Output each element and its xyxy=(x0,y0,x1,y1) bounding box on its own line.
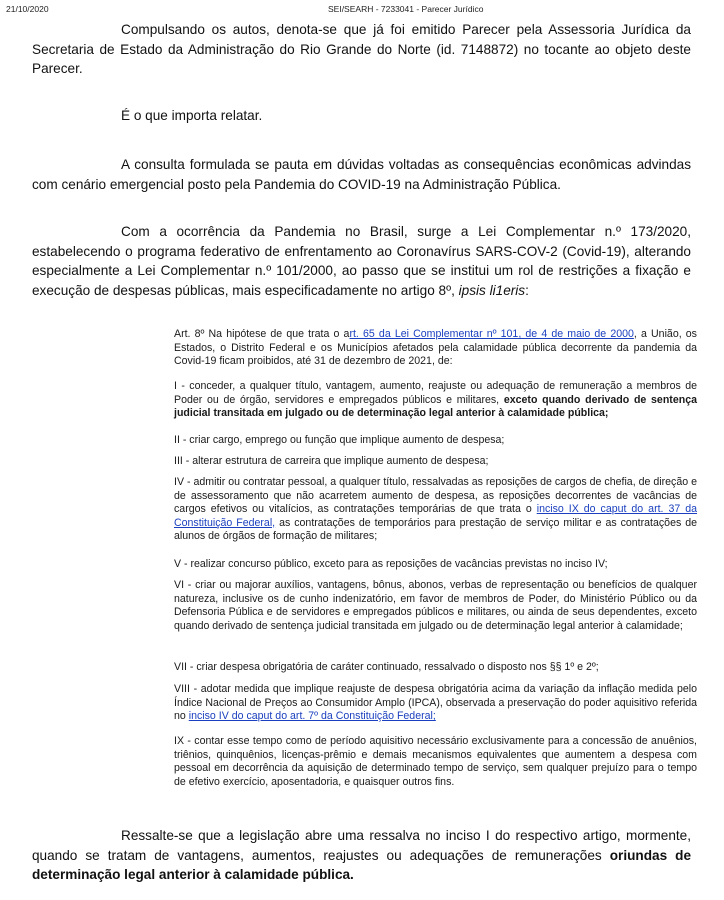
citation-inciso-ix: IX - contar esse tempo como de período aquisitivo necessário exclusivamente para a concessão de anuênios, triênios, quinquênios, licenças-prêmio e demais mecanismos equivalentes que aumentem a despesa com pessoal em decorrência da aquisição de determinado tempo de serviço, sem qualquer prejuízo para o tempo de efetivo exercício, aposentadoria, e quaisquer outros fins. xyxy=(174,735,697,788)
header-title: SEI/SEARH - 7233041 - Parecer Jurídico xyxy=(328,4,484,14)
lei-complementar-text: Com a ocorrência da Pandemia no Brasil, surge a Lei Complementar n.º 173/2020, estabelecendo o programa federativo de enfrentamento ao Coronavírus SARS-COV-2 (Covid-19), alterando especialmente a Lei Complementar n.º 101/2000, ao passo que se institui um rol de restrições a fixação e execução de despesas públicas, mais especificadamente no artigo 8º, xyxy=(32,224,691,298)
citation-inciso-ii: II - criar cargo, emprego ou função que implique aumento de despesa; xyxy=(174,434,505,446)
citation-art-8 xyxy=(174,328,697,369)
inciso-viii-text: VIII - adotar medida que implique reajuste de despesa obrigatória acima da variação da inflação medida pelo Índice Nacional de Preços ao Consumidor Amplo (IPCA), observada a preservação do poder aquisitivo referida no xyxy=(174,683,697,723)
paragraph-ressalva xyxy=(32,826,691,885)
inciso-i-text: I - conceder, a qualquer título, vantagem, aumento, reajuste ou adequação de remuneração a membros de Poder ou de órgão, servidores e empregados públicos e militares, xyxy=(174,380,697,406)
ipsis-litteris-text: ipsis li1eris xyxy=(458,282,526,298)
lei-complementar-end: : xyxy=(525,282,529,298)
link-inciso-ix-art-37[interactable]: inciso IX do caput do art. 37 da Constituição Federal, xyxy=(174,503,697,529)
inciso-iv-text-b: as contratações de temporários para prestação de serviço militar e as contratações de alunos de órgãos de formação de militares; xyxy=(174,516,697,543)
ressalva-text: Ressalte-se que a legislação abre uma ressalva no inciso I do respectivo artigo, mormente, quando se tratam de vantagens, aumentos, reajustes ou adequações de remunerações xyxy=(32,828,691,863)
citation-inciso-iv xyxy=(174,476,697,544)
citation-inciso-viii xyxy=(174,683,697,724)
paragraph-parecer-anterior: Compulsando os autos, denota-se que já foi emitido Parecer pela Assessoria Jurídica da Secretaria de Estado da Administração do Rio Grande do Norte (id. 7148872) no tocante ao objeto deste Parecer. xyxy=(32,22,691,76)
inciso-i-bold: exceto quando derivado de sentença judicial transitada em julgado ou de determinação legal anterior à calamidade pública; xyxy=(174,393,697,420)
citation-inciso-iii: III - alterar estrutura de carreira que implique aumento de despesa; xyxy=(174,455,489,467)
citation-inciso-vii: VII - criar despesa obrigatória de caráter continuado, ressalvado o disposto nos §§ 1º e 2º; xyxy=(174,661,599,673)
citation-inciso-v: V - realizar concurso público, exceto para as reposições de vacâncias previstas no inciso IV; xyxy=(174,558,608,570)
art-8-text-a: Art. 8º Na hipótese de que trata o a xyxy=(174,328,350,340)
link-art-65-lc-101[interactable]: rt. 65 da Lei Complementar nº 101, de 4 de maio de 2000 xyxy=(349,328,634,340)
ressalva-bold: oriundas de determinação legal anterior à calamidade pública. xyxy=(32,847,692,882)
citation-inciso-i xyxy=(174,380,697,421)
header-date: 21/10/2020 xyxy=(6,4,49,14)
paragraph-consulta: A consulta formulada se pauta em dúvidas voltadas as consequências econômicas advindas com cenário emergencial posto pela Pandemia do COVID-19 na Administração Pública. xyxy=(32,157,691,192)
citation-inciso-vi: VI - criar ou majorar auxílios, vantagens, bônus, abonos, verbas de representação ou benefícios de qualquer natureza, inclusive os de cunho indenizatório, em favor de membros de Poder, do Ministério Público ou da Defensoria Pública e de servidores e empregados públicos e militares, ou ainda de seus dependentes, exceto quando derivado de sentença judicial transitada em julgado ou de determinação legal anterior à calamidade; xyxy=(174,579,697,632)
inciso-iv-text-a: IV - admitir ou contratar pessoal, a qualquer título, ressalvadas as reposições de cargos de chefia, de direção e de assessoramento que não acarretem aumento de despesa, as reposições decorrentes de vacâncias de cargos efetivos ou vitalícios, as contratações temporárias de que trata o xyxy=(174,476,697,516)
page-header xyxy=(6,4,718,16)
paragraph-lei-complementar xyxy=(32,222,691,300)
link-inciso-iv-art-7[interactable]: inciso IV do caput do art. 7º da Constituição Federal; xyxy=(188,710,436,723)
paragraph-relatar: É o que importa relatar. xyxy=(121,108,263,123)
art-8-text-b: , a União, os Estados, o Distrito Federal e os Municípios afetados pela calamidade pública decorrente da pandemia da Covid-19 ficam proibidos, até 31 de dezembro de 2021, de: xyxy=(174,328,697,368)
